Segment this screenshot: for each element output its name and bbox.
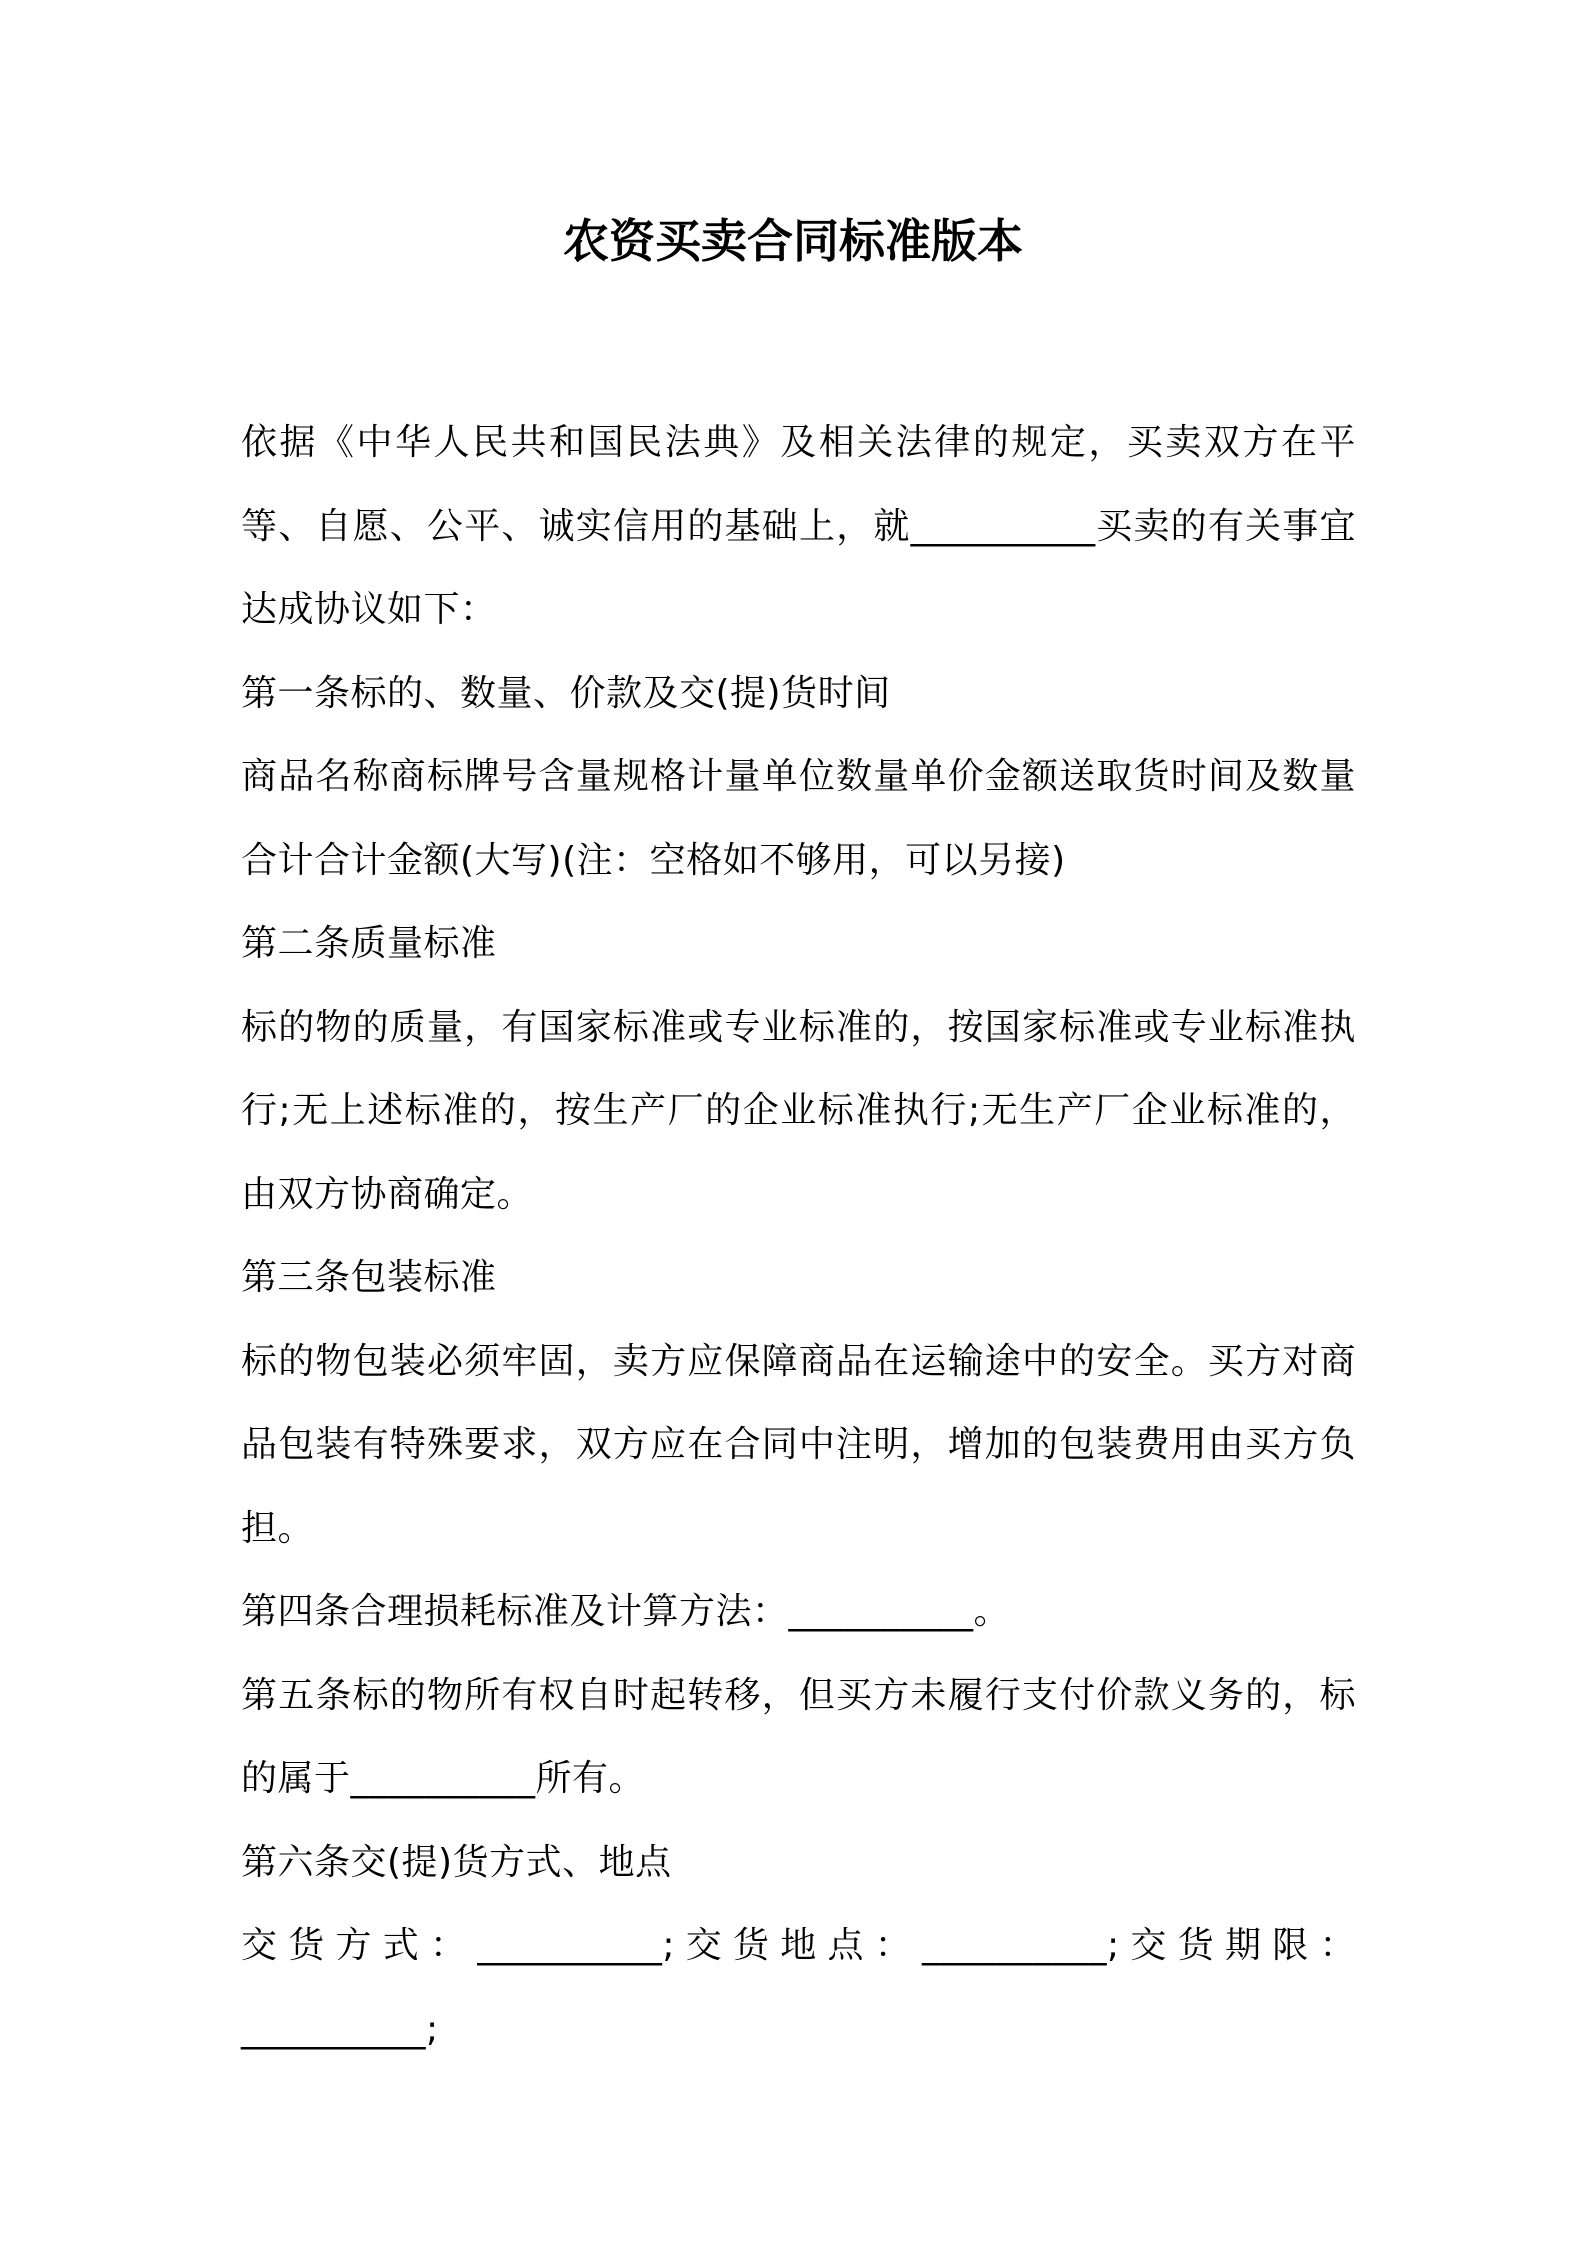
article-4-paragraph: 第四条合理损耗标准及计算方法：__________。	[241, 1591, 1011, 1632]
paragraph-preamble: 依据《中华人民共和国民法典》及相关法律的规定，买卖双方在平等、自愿、公平、诚实信用的基础上，就__________买卖的有关事宜达成协议如下：	[241, 422, 1356, 630]
article-3-heading: 第三条包装标准	[241, 1257, 497, 1298]
article-5-paragraph: 第五条标的物所有权自时起转移，但买方未履行支付价款义务的，标的属于__________所有。	[241, 1674, 1356, 1799]
document-title: 农资买卖合同标准版本	[563, 214, 1023, 268]
article-1-heading: 第一条标的、数量、价款及交(提)货时间	[241, 672, 891, 714]
article-2-body: 标的物的质量，有国家标准或专业标准的，按国家标准或专业标准执行;无上述标准的，按生产厂的企业标准执行;无生产厂企业标准的，由双方协商确定。	[241, 1006, 1356, 1215]
article-6-body: 交货方式：__________;交货地点：__________;交货期限：__________;	[241, 1925, 1356, 2050]
article-2-heading: 第二条质量标准	[241, 923, 497, 964]
article-3-body: 标的物包装必须牢固，卖方应保障商品在运输途中的安全。买方对商品包装有特殊要求，双方应在合同中注明，增加的包装费用由买方负担。	[241, 1340, 1356, 1549]
article-1-body: 商品名称商标牌号含量规格计量单位数量单价金额送取货时间及数量合计合计金额(大写)(注：空格如不够用，可以另接)	[241, 756, 1356, 881]
article-6-heading: 第六条交(提)货方式、地点	[241, 1841, 672, 1883]
document-body	[241, 401, 1356, 2071]
